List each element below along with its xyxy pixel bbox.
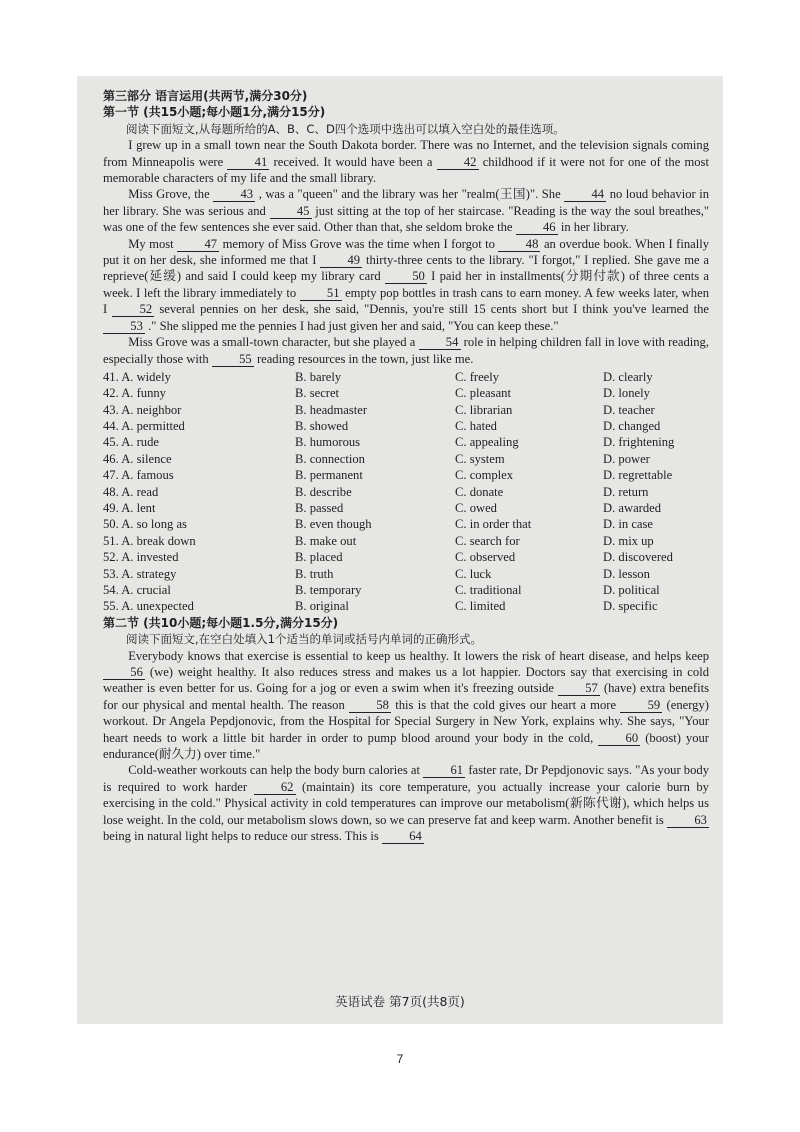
option-49-D: D. awarded <box>603 501 662 516</box>
option-42-C: C. pleasant <box>455 386 511 401</box>
answer-blank: 59 <box>620 699 662 713</box>
answer-blank: 54 <box>419 336 461 350</box>
option-53-D: D. lesson <box>603 566 650 581</box>
answer-blank: 44 <box>564 188 606 202</box>
scanned-exam-page <box>77 76 723 1024</box>
passage-text: being in natural light helps to reduce our stress. This is <box>103 829 379 844</box>
answer-blank: 47 <box>177 238 219 252</box>
passage-text: this is that the cold gives our heart a more <box>395 697 617 712</box>
answer-blank: 42 <box>437 156 479 170</box>
grammar-paragraph-2 <box>103 762 709 844</box>
option-45-C: C. appealing <box>455 435 519 450</box>
passage-text: I grew up in a small town near the South Dakota border. There was no Internet, and the television signals coming from Minneapolis were <box>103 138 709 169</box>
cloze-paragraph-1 <box>103 137 709 186</box>
option-50-A: 50. A. so long as <box>103 517 187 532</box>
passage-text: received. It would have been a <box>273 154 433 169</box>
passage-text: ." She slipped me the pennies I had just given her and said, "You can keep these." <box>148 318 559 333</box>
answer-blank: 52 <box>112 303 154 317</box>
passage-text: (we) weight healthy. It also reduces stress and makes us a lot happier. Doctors say that exercising in cold weather is even better for us. Going for a jog or even a swim when it's freezing outside <box>103 664 709 696</box>
page-number: 7 <box>396 1052 404 1066</box>
passage-text: memory of Miss Grove was the time when I forgot to <box>222 236 495 251</box>
option-41-C: C. freely <box>455 369 500 384</box>
option-55-B: B. original <box>295 599 349 614</box>
answer-blank: 53 <box>103 320 145 334</box>
part-title: 第三部分 语言运用(共两节,满分30分) <box>103 89 308 103</box>
section1-instructions: 阅读下面短文,从每题所给的A、B、C、D四个选项中选出可以填入空白处的最佳选项。 <box>126 121 565 136</box>
cloze-paragraph-3 <box>103 236 709 334</box>
passage-text: (maintain) its core temperature, you actually increase your calorie burn by exercising in the cold." Physical activity in cold temperatures can improve our metabolism(新陈代谢), which helps us lose weight. In the cold, our metabolism slows down, so we can preserve fat and keep warm. Another benefit is <box>103 779 709 827</box>
passage-text: , was a "queen" and the library was her "realm(王国)". She <box>258 187 561 202</box>
passage-text: an overdue book. When I finally put it on her desk, she informed me that I <box>103 236 710 268</box>
passage-text: (have) extra benefits for our physical and mental health. The reason <box>103 681 709 712</box>
option-48-C: C. donate <box>455 484 504 499</box>
option-53-B: B. truth <box>295 566 334 581</box>
option-41-A: 41. A. widely <box>103 369 171 384</box>
passage-text: Miss Grove was a small-town character, but she played a <box>128 335 416 350</box>
grammar-paragraph-1 <box>103 648 709 763</box>
option-43-B: B. headmaster <box>295 402 368 417</box>
answer-blank: 41 <box>227 156 269 170</box>
section1-title: 第一节 (共15小题;每小题1分,满分15分) <box>103 105 326 120</box>
option-45-A: 45. A. rude <box>103 435 159 450</box>
answer-blank: 48 <box>498 238 540 252</box>
passage-text: Miss Grove, the <box>128 187 210 202</box>
option-46-B: B. connection <box>295 451 365 466</box>
option-50-D: D. in case <box>603 517 654 532</box>
section2-instructions: 阅读下面短文,在空白处填入1个适当的单词或括号内单词的正确形式。 <box>126 632 482 647</box>
option-44-A: 44. A. permitted <box>103 419 185 434</box>
option-42-B: B. secret <box>295 386 340 401</box>
answer-options-table <box>103 369 709 615</box>
page-footer: 英语试卷 第7页(共8页) <box>335 994 465 1009</box>
option-47-C: C. complex <box>455 468 514 483</box>
answer-blank: 45 <box>270 205 312 219</box>
option-52-B: B. placed <box>295 550 343 565</box>
answer-blank: 57 <box>558 682 600 696</box>
passage-text: several pennies on her desk, she said, "Dennis, you're still 15 cents short but I think you've learned the <box>159 302 709 317</box>
cloze-paragraph-4 <box>103 334 709 367</box>
option-52-C: C. observed <box>455 550 516 565</box>
option-54-A: 54. A. crucial <box>103 582 171 597</box>
answer-blank: 63 <box>667 814 709 828</box>
option-48-B: B. describe <box>295 484 352 499</box>
option-49-B: B. passed <box>295 501 344 516</box>
option-52-D: D. discovered <box>603 550 673 565</box>
option-48-A: 48. A. read <box>103 484 159 499</box>
option-54-D: D. political <box>603 582 660 597</box>
answer-blank: 62 <box>254 781 296 795</box>
exam-content <box>103 88 709 844</box>
option-43-A: 43. A. neighbor <box>103 402 182 417</box>
option-45-D: D. frightening <box>603 435 675 450</box>
option-43-C: C. librarian <box>455 402 513 417</box>
answer-blank: 61 <box>423 764 465 778</box>
passage-text: just sitting at the top of her staircase. "Reading is the way the soul breathes," was one of the few sentences she ever said. Other than that, she seldom broke the <box>103 203 710 235</box>
option-54-C: C. traditional <box>455 582 522 597</box>
passage-text: empty pop bottles in trash cans to earn money. A few weeks later, when I <box>103 285 709 317</box>
option-55-D: D. specific <box>603 599 658 614</box>
option-46-A: 46. A. silence <box>103 451 172 466</box>
option-51-B: B. make out <box>295 533 357 548</box>
passage-text: I paid her in installments(分期付款) of three cents a week. I left the library immediately to <box>103 269 709 300</box>
option-50-B: B. even though <box>295 517 372 532</box>
passage-text: childhood if it were not for one of the most memorable characters of my life and the small library. <box>103 154 709 186</box>
passage-text: My most <box>128 236 174 251</box>
passage-text: faster rate, Dr Pepdjonovic says. "As your body is required to work harder <box>103 763 709 794</box>
option-42-D: D. lonely <box>603 386 650 401</box>
option-55-A: 55. A. unexpected <box>103 599 194 614</box>
passage-text: reading resources in the town, just like me. <box>256 351 474 366</box>
passage-text: (boost) your endurance(耐久力) over time." <box>103 730 709 762</box>
answer-blank: 64 <box>382 830 424 844</box>
passage-text: no loud behavior in her library. She was serious and <box>103 187 710 218</box>
answer-blank: 49 <box>320 254 362 268</box>
option-41-B: B. barely <box>295 369 342 384</box>
option-53-C: C. luck <box>455 566 492 581</box>
option-49-A: 49. A. lent <box>103 501 156 516</box>
option-49-C: C. owed <box>455 501 497 516</box>
section2-title: 第二节 (共10小题;每小题1.5分,满分15分) <box>103 615 339 630</box>
option-54-B: B. temporary <box>295 582 362 597</box>
answer-blank: 55 <box>212 353 254 367</box>
option-43-D: D. teacher <box>603 402 655 417</box>
passage-text: Cold-weather workouts can help the body burn calories at <box>128 763 420 778</box>
option-52-A: 52. A. invested <box>103 550 179 565</box>
option-44-D: D. changed <box>603 419 661 434</box>
passage-text: role in helping children fall in love with reading, especially those with <box>103 335 709 366</box>
option-50-C: C. in order that <box>455 517 532 532</box>
option-47-B: B. permanent <box>295 468 363 483</box>
option-41-D: D. clearly <box>603 369 653 384</box>
answer-blank: 56 <box>103 666 145 680</box>
option-46-D: D. power <box>603 451 650 466</box>
option-47-D: D. regrettable <box>603 468 673 483</box>
answer-blank: 60 <box>598 732 640 746</box>
option-51-D: D. mix up <box>603 533 654 548</box>
answer-blank: 43 <box>213 188 255 202</box>
cloze-paragraph-2 <box>103 186 709 235</box>
option-51-A: 51. A. break down <box>103 533 196 548</box>
passage-text: (energy) workout. Dr Angela Pepdjonovic, from the Hospital for Special Surgery in New York, explains why. She says, "Your heart needs to work a little bit harder in order to pump blood around your body in the cold, <box>103 697 709 745</box>
option-53-A: 53. A. strategy <box>103 566 177 581</box>
option-47-A: 47. A. famous <box>103 468 174 483</box>
answer-blank: 50 <box>385 270 427 284</box>
option-55-C: C. limited <box>455 599 506 614</box>
option-45-B: B. humorous <box>295 435 361 450</box>
option-44-B: B. showed <box>295 419 349 434</box>
passage-text: thirty-three cents to the library. "I forgot," I replied. She gave me a reprieve(延缓) and said I could keep my library card <box>103 253 709 284</box>
option-48-D: D. return <box>603 484 649 499</box>
option-42-A: 42. A. funny <box>103 386 166 401</box>
passage-text: in her library. <box>560 220 629 235</box>
answer-blank: 58 <box>349 699 391 713</box>
passage-text: Everybody knows that exercise is essential to keep us healthy. It lowers the risk of heart disease, and helps keep <box>128 648 709 663</box>
option-51-C: C. search for <box>455 533 520 548</box>
option-44-C: C. hated <box>455 419 497 434</box>
option-46-C: C. system <box>455 451 505 466</box>
answer-blank: 46 <box>516 221 558 235</box>
answer-blank: 51 <box>300 287 342 301</box>
